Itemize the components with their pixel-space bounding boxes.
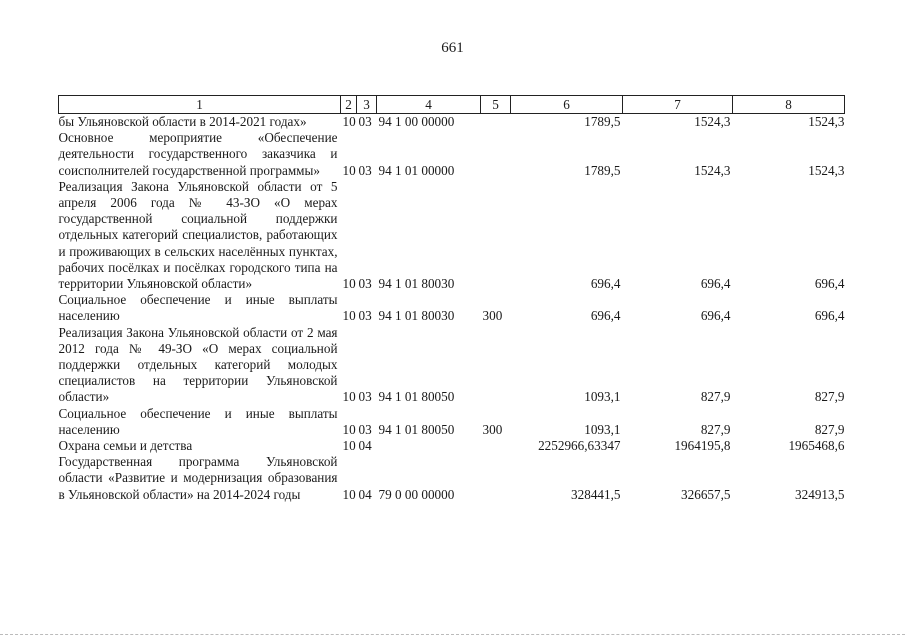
header-cell: 1: [59, 96, 341, 114]
row-amount-col7: 326657,5: [681, 486, 731, 502]
row-amount-col7: 1524,3: [694, 114, 731, 129]
row-amount-col6: 696,4: [590, 308, 621, 324]
row-name: Реализация Закона Ульяновской области от 5 апреля 2006 года № 43-ЗО «О мерах государственной социальной поддержки отдельных категорий специалистов, работающих и проживающих в сельских населённых пунктах, рабочих посёлках и посёлках городского типа на территории Ульяновской области»: [58, 178, 338, 292]
row-name: Социальное обеспечение и иные выплаты населению: [58, 292, 338, 324]
row-amount-col8: 1524,3: [808, 162, 845, 178]
row-amount-col8: 827,9: [814, 421, 845, 437]
row-amount-col8: 1524,3: [808, 114, 845, 129]
row-subsection: 04: [358, 438, 372, 454]
row-section: 10: [342, 389, 356, 405]
row-section: 10: [342, 162, 356, 178]
row-amount-col7: 1964195,8: [674, 438, 731, 454]
row-amount-col8: 1965468,6: [788, 438, 845, 454]
row-target-article: [377, 438, 481, 454]
row-target-article: 79 0 00 00000: [378, 486, 455, 502]
row-expense-type: 300: [482, 308, 503, 324]
row-subsection: 03: [358, 421, 372, 437]
row-amount-col7: 827,9: [700, 421, 731, 437]
row-amount-col7: 1524,3: [694, 162, 731, 178]
header-cell: 8: [733, 96, 845, 114]
row-expense-type: 300: [482, 421, 503, 437]
row-subsection: 03: [358, 276, 372, 292]
table-row: [59, 406, 845, 438]
table-row: [59, 438, 845, 454]
row-amount-col8: 827,9: [814, 389, 845, 405]
row-subsection: 04: [358, 486, 372, 502]
table-row: [59, 114, 845, 131]
table-row: [59, 325, 845, 406]
row-target-article: 94 1 01 00000: [378, 162, 455, 178]
row-amount-col6: 1093,1: [584, 421, 621, 437]
row-section: 10: [342, 421, 356, 437]
row-section: 10: [342, 114, 356, 129]
header-cell: 2: [341, 96, 357, 114]
table-row: [59, 454, 845, 503]
header-cell: 5: [481, 96, 511, 114]
page-number: 661: [441, 40, 464, 56]
row-amount-col6: 696,4: [590, 276, 621, 292]
table-header-row: [59, 96, 845, 114]
row-amount-col6: 1093,1: [584, 389, 621, 405]
row-amount-col8: 696,4: [814, 276, 845, 292]
row-target-article: 94 1 01 80030: [378, 308, 455, 324]
header-cell: 4: [377, 96, 481, 114]
page-bottom-edge: [0, 634, 905, 635]
row-amount-col7: 696,4: [700, 308, 731, 324]
row-target-article: 94 1 00 00000: [378, 114, 455, 129]
budget-table: [58, 95, 845, 503]
row-section: 10: [342, 438, 356, 454]
row-amount-col6: 1789,5: [584, 114, 621, 129]
row-name: Государственная программа Ульяновской области «Развитие и модернизация образования в Ульяновской области» на 2014-2024 годы: [58, 454, 338, 502]
header-cell: 6: [511, 96, 623, 114]
row-expense-type: [481, 179, 511, 292]
row-amount-col7: 696,4: [700, 276, 731, 292]
row-amount-col6: 1789,5: [584, 162, 621, 178]
table-row: [59, 130, 845, 179]
table-row: [59, 179, 845, 292]
row-expense-type: [481, 130, 511, 179]
row-name: бы Ульяновской области в 2014-2021 годах»: [58, 114, 307, 129]
row-target-article: 94 1 01 80050: [378, 389, 455, 405]
row-subsection: 03: [358, 308, 372, 324]
row-amount-col7: 827,9: [700, 389, 731, 405]
row-subsection: 03: [358, 389, 372, 405]
table-row: [59, 292, 845, 324]
row-expense-type: [481, 325, 511, 406]
row-subsection: 03: [358, 162, 372, 178]
row-target-article: 94 1 01 80050: [378, 421, 455, 437]
row-expense-type: [481, 438, 511, 454]
row-section: 10: [342, 276, 356, 292]
row-subsection: 03: [358, 114, 372, 129]
row-name: Социальное обеспечение и иные выплаты населению: [58, 405, 338, 437]
row-expense-type: [481, 454, 511, 503]
row-name: Реализация Закона Ульяновской области от 2 мая 2012 года № 49-ЗО «О мерах социальной поддержки отдельных категорий молодых специалистов на территории Ульяновской области»: [58, 324, 338, 405]
row-amount-col6: 2252966,63347: [538, 438, 621, 454]
header-cell: 3: [357, 96, 377, 114]
row-section: 10: [342, 486, 356, 502]
row-name: Основное мероприятие «Обеспечение деятельности государственного заказчика и соисполнителей государственной программы»: [58, 130, 338, 178]
row-amount-col6: 328441,5: [571, 486, 621, 502]
row-amount-col8: 696,4: [814, 308, 845, 324]
row-amount-col8: 324913,5: [795, 486, 845, 502]
row-name: Охрана семьи и детства: [58, 438, 193, 454]
header-cell: 7: [623, 96, 733, 114]
row-expense-type: [481, 114, 511, 131]
row-target-article: 94 1 01 80030: [378, 276, 455, 292]
row-section: 10: [342, 308, 356, 324]
